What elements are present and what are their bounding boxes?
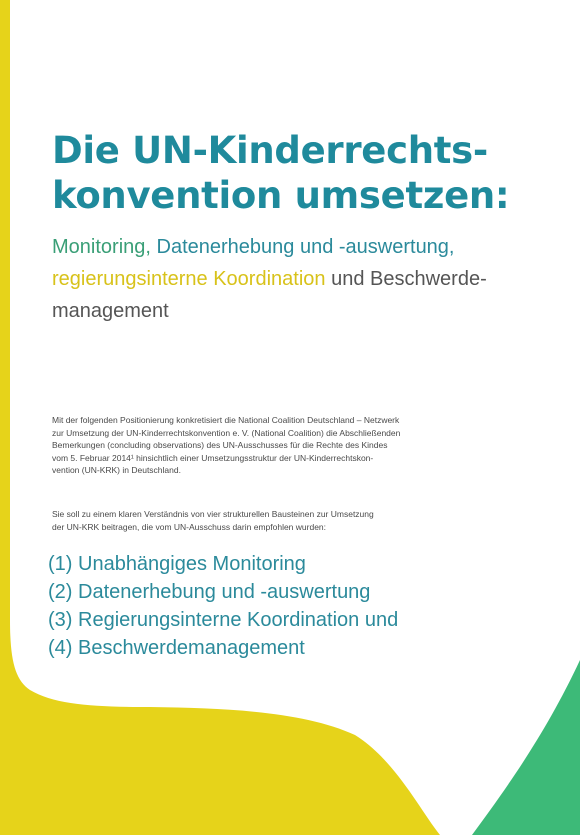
- subtitle-beschwerde-1: und Beschwerde-: [331, 268, 487, 290]
- intro-line-4: vom 5. Februar 2014¹ hinsichtlich einer Umsetzungsstruktur der UN-Kinderrechtskon-: [52, 452, 374, 463]
- subtitle-line-2: [52, 263, 552, 295]
- intro-paragraph: [52, 414, 472, 477]
- subtitle-daten: Datenerhebung und -auswertung,: [156, 236, 455, 258]
- intro-line-2: zur Umsetzung der UN-Kinderrechtskonvention e. V. (National Coalition) die Abschließenden: [52, 427, 401, 438]
- subtitle-monitoring: Monitoring,: [52, 236, 151, 258]
- second-line-2: der UN-KRK beitragen, die vom UN-Ausschuss darin empfohlen wurden:: [52, 521, 327, 532]
- subtitle-line-1: [52, 231, 552, 263]
- title-line-1: Die UN-Kinderrechts-: [52, 129, 488, 172]
- building-blocks-list: [48, 550, 528, 662]
- list-item: (3) Regierungsinterne Koordination und: [48, 609, 399, 631]
- list-item: (4) Beschwerdemanagement: [48, 637, 305, 659]
- second-line-1: Sie soll zu einem klaren Verständnis von vier strukturellen Bausteinen zur Umsetzung: [52, 509, 374, 519]
- subtitle: [52, 231, 552, 327]
- subtitle-beschwerde-2: management: [52, 300, 169, 322]
- second-paragraph: [52, 508, 472, 533]
- title-line-2: konvention umsetzen:: [52, 174, 510, 217]
- intro-line-3: Bemerkungen (concluding observations) des UN-Ausschusses für die Rechte des Kindes: [52, 440, 388, 450]
- intro-line-5: vention (UN-KRK) in Deutschland.: [52, 465, 181, 475]
- list-item: (2) Datenerhebung und -auswertung: [48, 581, 371, 603]
- page-title: [52, 128, 572, 218]
- intro-line-1: Mit der folgenden Positionierung konkretisiert die National Coalition Deutschland – Netzwerk: [52, 415, 400, 425]
- list-item: (1) Unabhängiges Monitoring: [48, 553, 306, 575]
- subtitle-koordination: regierungsinterne Koordination: [52, 268, 326, 290]
